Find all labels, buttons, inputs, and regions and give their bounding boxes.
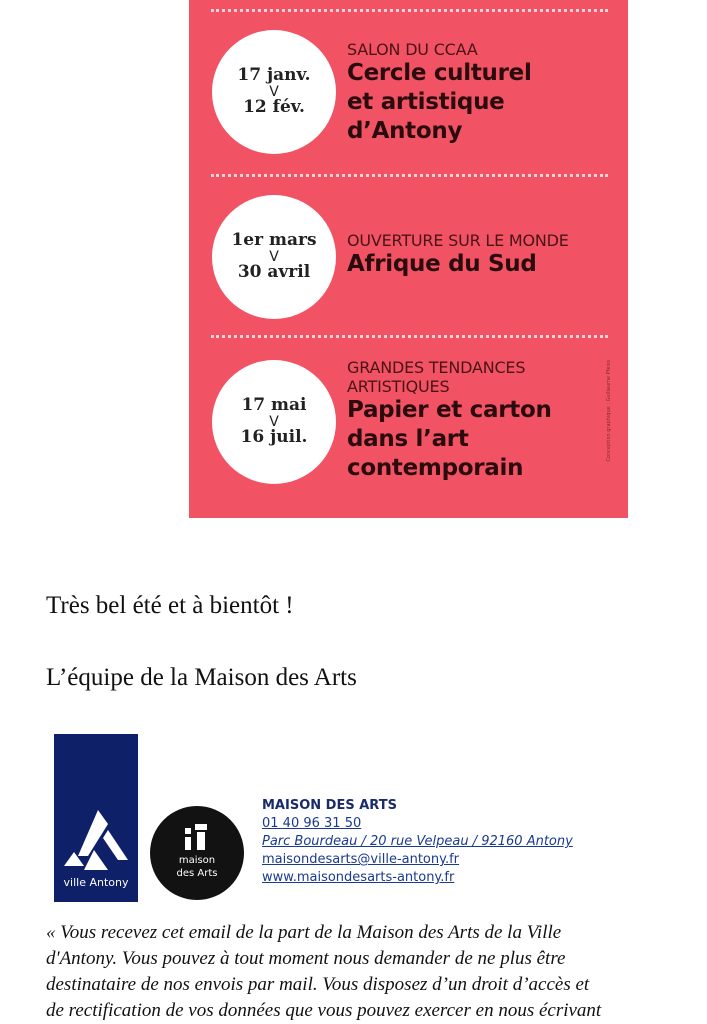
event-title-line: et artistique bbox=[347, 88, 505, 115]
contact-website-link[interactable]: www.maisondesarts-antony.fr bbox=[262, 870, 455, 885]
event-date-start: 1er mars bbox=[231, 230, 317, 251]
signoff-text: L’équipe de la Maison des Arts bbox=[46, 664, 357, 691]
dotted-divider bbox=[211, 174, 608, 177]
event-text bbox=[347, 358, 600, 483]
legal-line: d'Antony. Vous pouvez à tout moment nous demander de ne plus être bbox=[46, 948, 566, 969]
event-text bbox=[347, 40, 600, 145]
date-range-arrow-icon: V bbox=[269, 83, 279, 100]
contact-org-name: MAISON DES ARTS bbox=[262, 798, 397, 813]
event-date-circle bbox=[212, 30, 336, 154]
legal-line: « Vous recevez cet email de la part de la Maison des Arts de la Ville bbox=[46, 922, 562, 943]
date-range-arrow-icon: V bbox=[269, 248, 279, 265]
ville-antony-logo bbox=[54, 734, 138, 902]
event-category: GRANDES TENDANCES bbox=[347, 358, 526, 377]
event-category: ARTISTIQUES bbox=[347, 377, 450, 397]
exhibition-poster bbox=[189, 0, 628, 518]
date-range-arrow-icon: V bbox=[269, 413, 279, 430]
event-date-start: 17 janv. bbox=[237, 65, 311, 86]
ville-antony-logo-text: ville Antony bbox=[63, 876, 129, 889]
event-title-line: contemporain bbox=[347, 454, 524, 481]
event-date-start: 17 mai bbox=[241, 395, 307, 416]
event-date-circle bbox=[212, 195, 336, 319]
legal-line: de rectification de vos données que vous pouvez exercer en nous écrivant bbox=[46, 1000, 602, 1021]
ville-antony-mark-icon bbox=[64, 810, 128, 872]
event-category: OUVERTURE SUR LE MONDE bbox=[347, 231, 569, 250]
event-category: SALON DU CCAA bbox=[347, 40, 478, 59]
maison-logo-line: maison bbox=[178, 855, 216, 866]
contact-block bbox=[262, 797, 573, 887]
event-title-line: Cercle culturel bbox=[347, 60, 532, 87]
event-title-line: d’Antony bbox=[347, 117, 463, 144]
dotted-divider bbox=[211, 9, 608, 12]
event-date-end: 30 avril bbox=[237, 262, 311, 283]
maison-des-arts-mark-icon bbox=[185, 824, 209, 850]
maison-des-arts-logo-text bbox=[150, 854, 244, 880]
contact-phone-link[interactable]: 01 40 96 31 50 bbox=[262, 816, 362, 831]
legal-line: destinataire de nos envois par mail. Vous disposez d’un droit d’accès et bbox=[46, 974, 590, 995]
event-title-line: Afrique du Sud bbox=[347, 251, 537, 278]
contact-address-link[interactable]: Parc Bourdeau / 20 rue Velpeau / 92160 Antony bbox=[262, 834, 573, 849]
event-date-end: 12 fév. bbox=[243, 97, 305, 118]
event-title-line: Papier et carton bbox=[347, 397, 552, 424]
poster-credit: Conception graphique : Guillaume Pfeiss bbox=[606, 360, 612, 462]
event-date-end: 16 juil. bbox=[240, 427, 308, 448]
maison-des-arts-logo bbox=[150, 806, 244, 900]
greeting-text: Très bel été et à bientôt ! bbox=[46, 592, 294, 619]
event-title-line: dans l’art bbox=[347, 426, 469, 453]
contact-email-link[interactable]: maisondesarts@ville-antony.fr bbox=[262, 852, 460, 867]
dotted-divider bbox=[211, 335, 608, 338]
maison-logo-line: des Arts bbox=[176, 868, 218, 879]
event-date-circle bbox=[212, 360, 336, 484]
event-text bbox=[347, 231, 600, 279]
legal-notice bbox=[46, 920, 676, 1024]
